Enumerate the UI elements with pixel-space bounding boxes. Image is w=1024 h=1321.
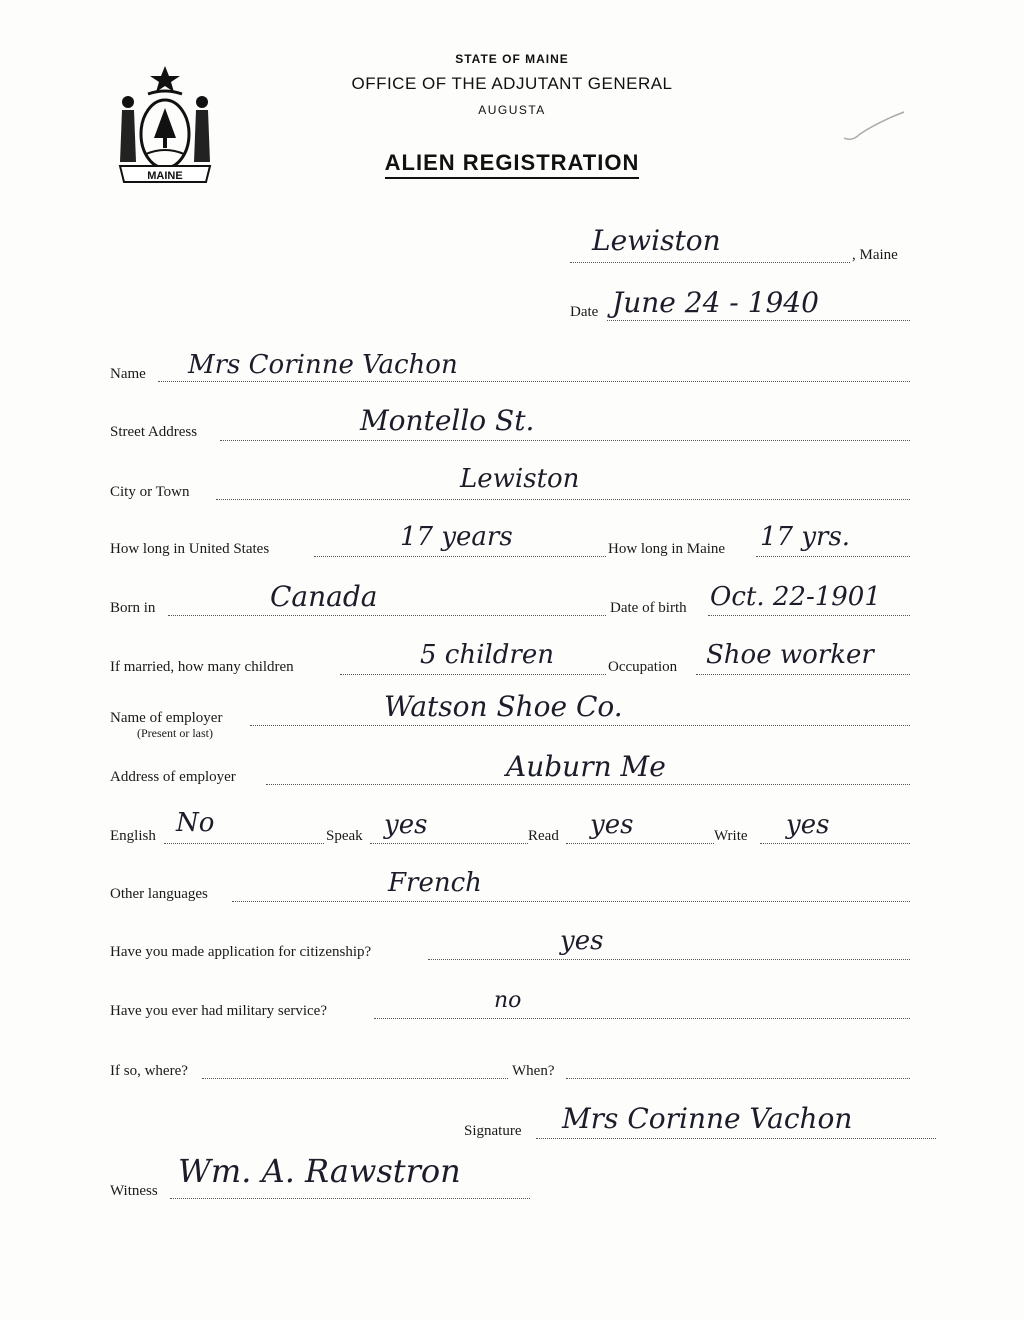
date-label: Date [570,304,599,320]
witness-value: Wm. A. Rawstron [178,1152,461,1190]
street-line [220,440,910,441]
read-label: Read [528,828,559,844]
occupation-line [696,674,910,675]
town-line [570,262,850,263]
maine-time-value: 17 yrs. [760,522,851,552]
town-value: Lewiston [592,224,721,257]
signature-value: Mrs Corinne Vachon [562,1102,853,1135]
children-label: If married, how many children [110,659,294,675]
military-value: no [494,988,522,1013]
born-label: Born in [110,600,156,616]
maine-time-label: How long in Maine [608,541,726,557]
children-value: 5 children [420,640,554,670]
town-label: , Maine [852,247,898,263]
dob-value: Oct. 22-1901 [710,582,881,612]
military-line [374,1018,910,1019]
write-value: yes [786,810,830,840]
english-label: English [110,828,156,844]
children-line [340,674,606,675]
date-value: June 24 - 1940 [612,286,819,319]
name-value: Mrs Corinne Vachon [188,350,458,380]
us-time-value: 17 years [400,522,513,552]
signature-label: Signature [464,1123,522,1139]
employer-label: Name of employer [110,710,223,726]
state-heading: STATE OF MAINE [455,52,569,66]
when-label: When? [512,1063,555,1079]
employer-address-label: Address of employer [110,769,236,785]
other-languages-value: French [388,868,482,898]
read-value: yes [590,810,634,840]
other-languages-label: Other languages [110,886,208,902]
where-line [202,1078,508,1079]
name-label: Name [110,366,146,382]
where-label: If so, where? [110,1063,188,1079]
employer-address-value: Auburn Me [506,750,666,783]
citizenship-line [428,959,910,960]
military-label: Have you ever had military service? [110,1003,327,1019]
us-time-label: How long in United States [110,541,270,557]
employer-address-line [266,784,910,785]
write-line [760,843,910,844]
speak-label: Speak [326,828,363,844]
us-time-line [314,556,606,557]
born-value: Canada [270,580,378,613]
when-line [566,1078,910,1079]
city-line [216,499,910,500]
dob-label: Date of birth [610,600,687,616]
street-label: Street Address [110,424,198,440]
english-line [164,843,324,844]
born-line [168,615,606,616]
check-mark-icon [838,108,908,148]
employer-sublabel: (Present or last) [137,726,213,740]
signature-line [536,1138,936,1139]
occupation-label: Occupation [608,659,678,675]
speak-line [370,843,528,844]
form-title: ALIEN REGISTRATION [0,150,1024,176]
english-value: No [176,808,215,838]
city-heading: AUGUSTA [478,103,546,117]
read-line [566,843,714,844]
occupation-value: Shoe worker [706,640,874,670]
name-line [158,381,910,382]
street-value: Montello St. [360,404,535,437]
witness-line [170,1198,530,1199]
other-languages-line [232,901,910,902]
dob-line [708,615,910,616]
citizenship-value: yes [560,926,604,956]
citizenship-label: Have you made application for citizenship? [110,944,372,960]
employer-line [250,725,910,726]
city-label: City or Town [110,484,190,500]
date-line [607,320,910,321]
maine-time-line [756,556,910,557]
office-heading: OFFICE OF THE ADJUTANT GENERAL [351,74,673,93]
seal-text: MAINE [147,170,183,182]
witness-label: Witness [110,1183,158,1199]
write-label: Write [714,828,748,844]
speak-value: yes [384,810,428,840]
city-value: Lewiston [460,464,580,494]
employer-value: Watson Shoe Co. [384,690,623,723]
